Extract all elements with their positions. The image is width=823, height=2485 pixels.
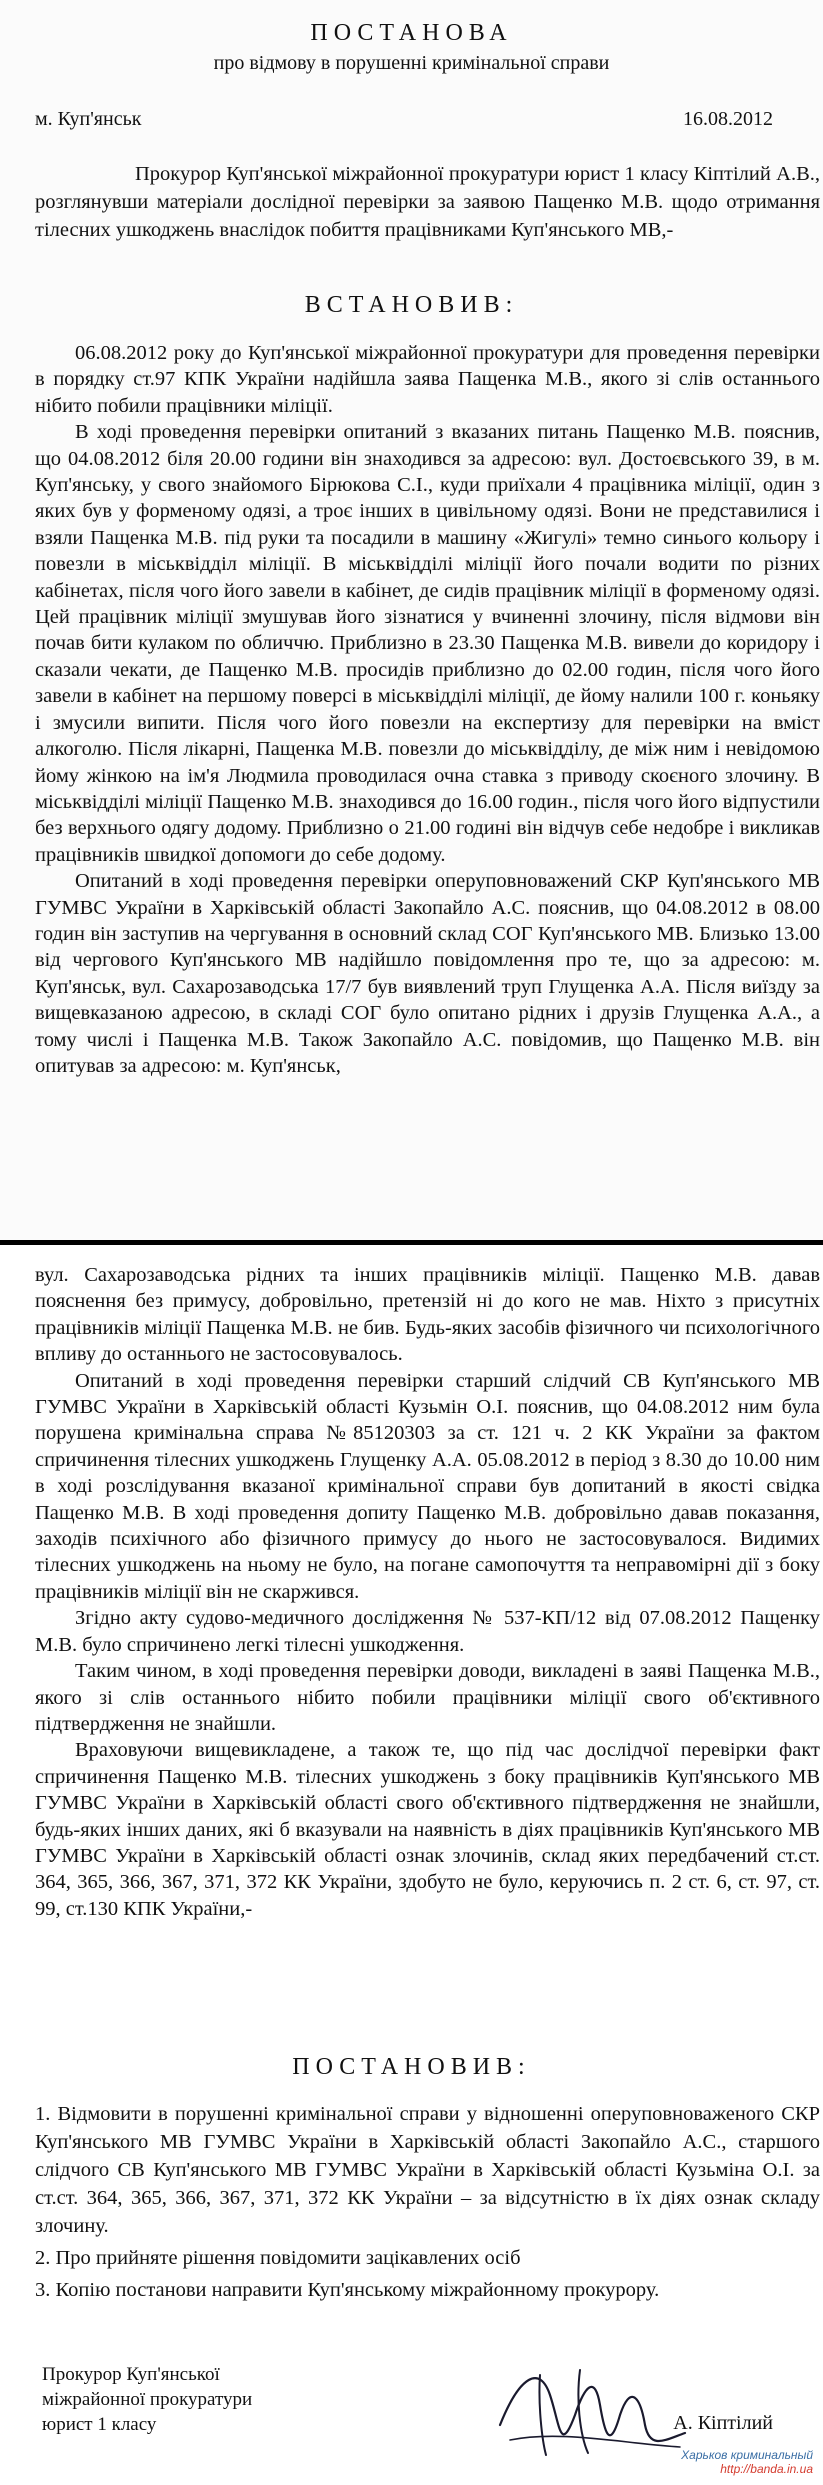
section-established-heading: ВСТАНОВИВ: [304,292,519,318]
findings-block-1 [35,340,820,1079]
findings-paragraph: В ході проведення перевірки опитаний з вказаних питань Пащенко М.В. пояснив, що 04.08.2012 біля 20.00 години він знаходився за адресою: вул. Достоєвського 39, в м. Куп'янську, у свого знайомого Бірюкова С.І., куди приїхали 4 працівника міліції, один з яких був у форменому одязі, а троє інших в цивільному одязі. Вони не представилися і взяли Пащенка М.В. під руки та посадили в машину «Жигулі» темно синього кольору і повезли в міськвідділ міліції. В міськвідділі міліції його почали водити по різних кабінетах, після чого його завели в кабінет, де сидів працівник міліції в форменому одязі. Цей працівник міліції змушував його зізнатися у вчиненні злочину, після відмови він почав бити кулаком по обличчю. Приблизно в 23.30 Пащенка М.В. вивели до коридору і сказали чекати, де Пащенко М.В. просидів приблизно до 02.00 годин, після чого його завели в кабінет на першому поверсі в міськвідділі міліції, де йому налили 100 г. коньяку і змусили випити. Після чого його повезли на експертизу для перевірки на вміст алкоголю. Після лікарні, Пащенка М.В. повезли до міськвідділу, де між ним і невідомою йому жінкою на ім'я Людмила проводилася очна ставка з приводу скоєного злочину. В міськвідділі міліції Пащенко М.В. знаходився до 16.00 годин., після чого його відпустили без верхнього одягу додому. Приблизно о 21.00 годині він відчув себе недобре і викликав працівників швидкої допомоги до себе додому. [35,421,820,866]
findings-block-2 [35,1262,820,1922]
findings-paragraph: вул. Сахарозаводська рідних та інших працівників міліції. Пащенко М.В. давав пояснення без примусу, добровільно, претензій ні до кого не мав. Ніхто з присутніх працівників міліції Пащенка М.В. не бив. Будь-яких засобів фізичного чи психологічного впливу до останнього не застосовувалось. [35,1264,820,1366]
resolution-item: 3. Копію постанови направити Куп'янському міжрайонному прокурору. [35,2279,660,2301]
watermark-url[interactable]: http://banda.in.ua [720,2462,813,2476]
handwritten-signature-icon [480,2355,700,2465]
watermark-title: Харьков криминальный [681,2448,813,2462]
document-place: м. Куп'янськ [35,108,142,130]
findings-paragraph: Враховуючи вищевикладене, а також те, що під час дослідчої перевірки факт спричинення Пащенко М.В. тілесних ушкоджень з боку працівників Куп'янського МВ ГУМВС України в Харківській області свого об'єктивного підтвердження не знайшли, будь-яких інших даних, які б вказували на наявність в діях працівників Куп'янського МВ ГУМВС України в Харківській області ознак злочинів, склад яких передбачений ст.ст. 364, 365, 366, 367, 371, 372 КК України, здобуто не було, керуючись п. 2 ст. 6, ст. 97, ст. 99, ст.130 КПК України,- [35,1739,820,1920]
document-date: 16.08.2012 [683,108,773,130]
resolution-item: 2. Про прийняте рішення повідомити зацікавлених осіб [35,2247,521,2269]
findings-paragraph: Опитаний в ході проведення перевірки старший слідчий СВ Куп'янського МВ ГУМВС України в Харківській області Кузьмін О.І. пояснив, що 04.08.2012 ним була порушена кримінальна справа №85120303 за ст. 121 ч. 2 КК України за фактом спричинення тілесних ушкоджень Глущенку А.А. 05.08.2012 в період з 8.30 до 10.00 ним в ході розслідування вказаної кримінальної справи був допитаний в якості свідка Пащенко М.В. В ході проведення допиту Пащенко М.В. добровільно давав показання, заходів психічного або фізичного примусу до нього не застосовувалося. Видимих тілесних ушкоджень на ньому не було, на погане самопочуття та неправомірні дії з боку працівників міліції він не скаржився. [35,1369,820,1603]
signatory-title [42,2362,252,2437]
signatory-title-line: міжрайонної прокуратури [42,2389,253,2410]
resolution-item: 1. Відмовити в порушенні кримінальної справи у відношенні оперуповноваженого СКР Куп'янського МВ ГУМВС України в Харківській області Закопайло А.С., старшого слідчого СВ Куп'янського МВ ГУМВС України в Харківській області Кузьміна О.І. за ст.ст. 364, 365, 366, 367, 371, 372 КК України – за відсутністю в їх діях ознак складу злочину. [35,2103,820,2237]
intro-paragraph: Прокурор Куп'янської міжрайонної прокуратури юрист 1 класу Кіптілий А.В., розглянувши матеріали дослідної перевірки за заявою Пащенко М.В. щодо отримання тілесних ушкоджень внаслідок побиття працівниками Куп'янського МВ,- [35,163,820,241]
findings-paragraph: Таким чином, в ході проведення перевірки доводи, викладені в заяві Пащенка М.В., якого зі слів останнього нібито побили працівники міліції свого об'єктивного підтвердження не знайшли. [35,1660,820,1735]
document-title: ПОСТАНОВА [310,20,513,46]
findings-paragraph: Опитаний в ході проведення перевірки оперуповноважений СКР Куп'янського МВ ГУМВС України в Харківській області Закопайло А.С. пояснив, що 04.08.2012 в 08.00 годин він заступив на чергування в основний склад СОГ Куп'янського МВ. Близько 13.00 від чергового Куп'янського МВ надійшло повідомлення про те, що за адресою: м. Куп'янськ, вул. Сахарозаводська 17/7 був виявлений труп Глущенка А.А. Після виїзду за вищевказаною адресою, в складі СОГ було опитано рідних і друзів Глущенка А.А., а тому числі і Пащенка М.В. Також Закопайло А.С. повідомив, що Пащенко М.В. він опитував за адресою: м. Куп'янськ, [35,870,820,1077]
signatory-name: А. Кіптілий [673,2412,773,2434]
signatory-title-line: Прокурор Куп'янської [42,2364,220,2385]
resolution-list [35,2100,820,2308]
document-subtitle: про відмову в порушенні кримінальної справи [213,52,610,74]
findings-paragraph: 06.08.2012 року до Куп'янської міжрайонної прокуратури для проведення перевірки в порядку ст.97 КПК України надійшла заява Пащенка М.В., якого зі слів останнього нібито побили працівники міліції. [35,342,820,417]
site-watermark [681,2448,813,2476]
findings-paragraph: Згідно акту судово-медичного дослідження № 537-КП/12 від 07.08.2012 Пащенку М.В. було спричинено легкі тілесні ушкодження. [35,1607,820,1656]
signatory-title-line: юрист 1 класу [42,2414,157,2435]
section-resolved-heading: ПОСТАНОВИВ: [292,2054,531,2080]
